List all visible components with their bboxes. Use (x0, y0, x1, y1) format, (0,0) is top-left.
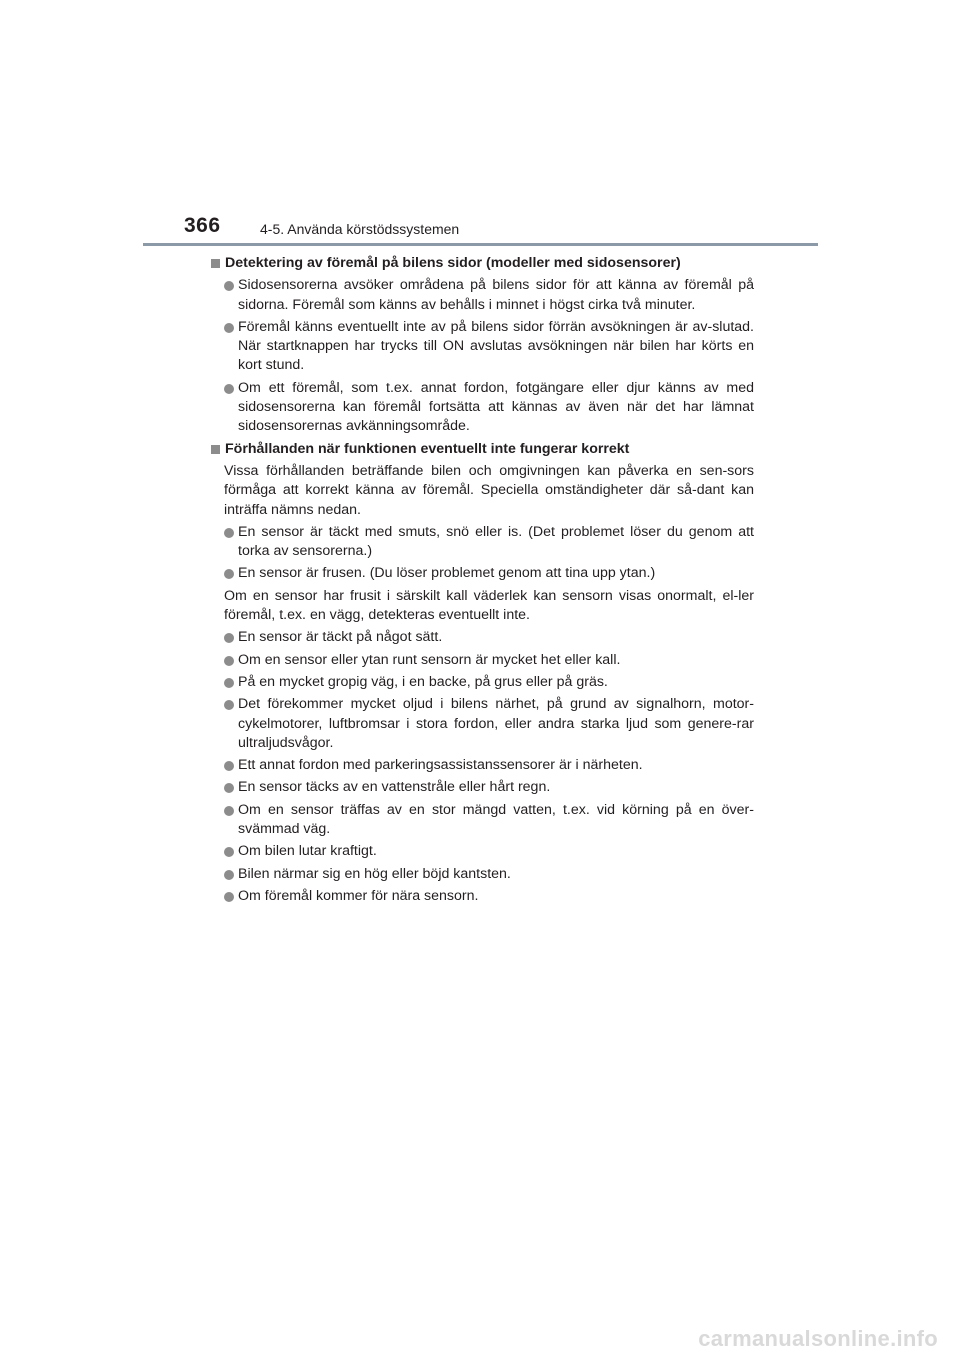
list-item-text: En sensor är täckt med smuts, snö eller is. (Det problemet löser du genom att torka av sensorerna.) (238, 523, 754, 560)
list-item (210, 842, 754, 861)
dot-bullet-icon (224, 892, 234, 902)
dot-bullet-icon (224, 281, 234, 291)
list-item-text: Om en sensor träffas av en stor mängd vatten, t.ex. vid körning på en över-svämmad väg. (238, 801, 754, 838)
paragraph: Vissa förhållanden beträffande bilen och omgivningen kan påverka en sen-sors förmåga att korrekt känna av föremål. Speciella omständigheter där så-dant kan inträffa nämns nedan. (224, 462, 754, 518)
dot-bullet-icon (224, 847, 234, 857)
heading-text: Förhållanden när funktionen eventuellt inte fungerar korrekt (225, 440, 630, 457)
list-item (210, 695, 754, 753)
watermark: carmanualsonline.info (698, 1326, 938, 1351)
page-content (210, 254, 754, 909)
list-item (210, 865, 754, 884)
page-header (0, 0, 960, 250)
list-item-text: Det förekommer mycket oljud i bilens närhet, på grund av signalhorn, motor-cykelmotorer, luftbromsar i stora fordon, eller andra starka ljud som genere-rar ultraljudsvågor. (238, 696, 754, 751)
header-rule (143, 243, 818, 246)
list-item (210, 801, 754, 840)
dot-bullet-icon (224, 870, 234, 880)
list-item-text: Om bilen lutar kraftigt. (238, 843, 377, 860)
list-item (210, 523, 754, 562)
dot-bullet-icon (224, 700, 234, 710)
dot-bullet-icon (224, 761, 234, 771)
dot-bullet-icon (224, 569, 234, 579)
list-item (210, 756, 754, 775)
section-heading (210, 254, 754, 273)
list-item-text: En sensor täcks av en vattenstråle eller hårt regn. (238, 779, 551, 796)
list-item-text: Föremål känns eventuellt inte av på bilens sidor förrän avsökningen är av-slutad. När startknappen har trycks till ON avslutas avsökningen när bilen har körts en kort stund. (238, 318, 754, 374)
list-item-text: Bilen närmar sig en hög eller böjd kantsten. (238, 865, 511, 882)
dot-bullet-icon (224, 806, 234, 816)
list-item-text: Ett annat fordon med parkeringsassistanssensorer är i närheten. (238, 757, 643, 774)
list-item-text: På en mycket gropig väg, i en backe, på grus eller på gräs. (238, 673, 608, 690)
list-item (210, 318, 754, 376)
page-number: 366 (184, 214, 221, 237)
list-item-text: Om föremål kommer för nära sensorn. (238, 887, 479, 904)
square-bullet-icon (211, 259, 220, 268)
list-item (210, 379, 754, 437)
list-item (210, 628, 754, 647)
list-item (210, 673, 754, 692)
list-item-text: Sidosensorerna avsöker områdena på bilens sidor för att känna av föremål på sidorna. Föremål som känns av behålls i minnet i högst cirka två minuter. (238, 277, 754, 313)
list-item (210, 276, 754, 315)
dot-bullet-icon (224, 656, 234, 666)
dot-bullet-icon (224, 323, 234, 333)
paragraph: Om en sensor har frusit i särskilt kall väderlek kan sensorn visas onormalt, el-ler föremål, t.ex. en vägg, detekteras eventuellt inte. (224, 587, 754, 624)
square-bullet-icon (211, 445, 220, 454)
heading-text: Detektering av föremål på bilens sidor (modeller med sidosensorer) (225, 255, 681, 271)
dot-bullet-icon (224, 528, 234, 538)
dot-bullet-icon (224, 783, 234, 793)
list-item-text: Om ett föremål, som t.ex. annat fordon, fotgängare eller djur känns av med sidosensorerna kan föremål fortsätta att kännas av även när det har lämnat sidosensorernas avkänningsområde. (238, 379, 754, 435)
list-item (210, 887, 754, 906)
list-item (210, 778, 754, 797)
dot-bullet-icon (224, 678, 234, 688)
dot-bullet-icon (224, 633, 234, 643)
list-item-text: En sensor är frusen. (Du löser problemet genom att tina upp ytan.) (238, 565, 656, 582)
list-item (210, 564, 754, 583)
list-item-text: Om en sensor eller ytan runt sensorn är mycket het eller kall. (238, 651, 621, 668)
section-heading (210, 440, 754, 459)
section-title: 4-5. Använda körstödssystemen (260, 221, 460, 237)
list-item-text: En sensor är täckt på något sätt. (238, 629, 443, 646)
list-item (210, 651, 754, 670)
dot-bullet-icon (224, 384, 234, 394)
